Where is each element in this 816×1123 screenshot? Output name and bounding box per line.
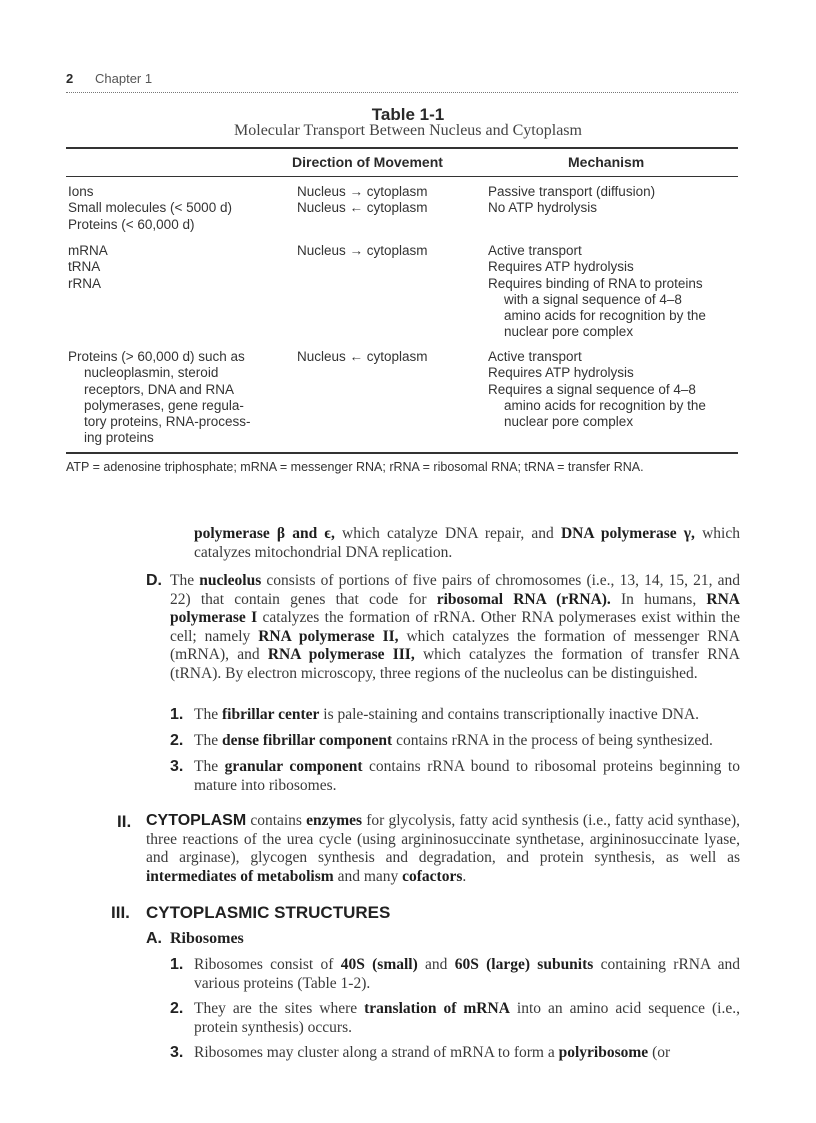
table-cell-line: Ions xyxy=(68,184,94,199)
table-title: Table 1-1 xyxy=(371,105,445,124)
table-cell-line: amino acids for recognition by the xyxy=(504,308,706,324)
table-cell-line: mRNA xyxy=(68,243,108,258)
paragraph-text: Ribosomes may cluster along a strand of mRNA to form a xyxy=(194,1044,559,1061)
table-cell-line: Active transport xyxy=(488,243,582,258)
table-cell-line: Nucleus → cytoplasm xyxy=(297,184,428,199)
cytoplasm-paragraph xyxy=(146,812,740,886)
paragraph-text: The xyxy=(194,758,225,775)
header-divider xyxy=(66,92,738,93)
list-item xyxy=(194,1000,740,1037)
table-cell-line: receptors, DNA and RNA xyxy=(84,381,235,397)
paragraph-text: In humans, xyxy=(610,590,707,608)
table-header-rule xyxy=(66,176,738,177)
bold-term: RNA polymerase I xyxy=(170,590,740,626)
bold-term: RNA polymerase III, xyxy=(267,646,415,663)
table-cell-line: nuclear pore complex xyxy=(504,324,634,340)
table-cell-line: Proteins (> 60,000 d) such as xyxy=(68,349,245,364)
paragraph-text: consists of portions of five pairs of chromosomes (i.e., 13, 14, 15, 21, and 22) that contain genes that code for xyxy=(170,572,740,608)
list-item xyxy=(194,1044,740,1063)
table-cell-line: amino acids for recognition by the xyxy=(504,397,706,413)
section-marker: II. xyxy=(117,812,132,831)
table-cell-line: Requires ATP hydrolysis xyxy=(488,259,634,275)
paragraph-text: for glycolysis, fatty acid synthesis (i.e., fatty acid synthase), three reactions of the urea cycle (using argininosuccinate synthetase, argininosuccinate lyase, and arginase), glycogen synthesis and degradation, and protein synthesis, as well as xyxy=(146,812,741,866)
table-top-rule xyxy=(66,147,738,149)
bold-term: intermediates of metabolism xyxy=(146,867,334,885)
paragraph-text: contains xyxy=(246,812,307,829)
paragraph-text: containing rRNA and various proteins (Table 1-2). xyxy=(194,956,741,992)
table-cell-line: tory proteins, RNA-process- xyxy=(84,414,251,430)
bold-term: granular component xyxy=(224,758,363,775)
paragraph-text: . xyxy=(462,867,467,885)
bold-term: ribosomal RNA (rRNA). xyxy=(436,590,611,608)
section-marker: D. xyxy=(146,572,162,589)
column-header-direction: Direction of Movement xyxy=(292,154,443,170)
bold-term: translation of mRNA xyxy=(364,1000,510,1017)
bold-term: nucleolus xyxy=(199,572,262,589)
list-item xyxy=(194,758,740,795)
subsection-heading: Ribosomes xyxy=(170,930,244,947)
bold-term: 60S (large) subunits xyxy=(454,956,594,973)
table-cell-molecules xyxy=(68,243,108,292)
table-cell-line: Requires binding of RNA to proteins xyxy=(488,275,703,291)
list-item xyxy=(194,732,740,751)
table-footnote: ATP = adenosine triphosphate; mRNA = messenger RNA; rRNA = ribosomal RNA; tRNA = transfer RNA. xyxy=(66,460,644,474)
table-cell-line: Nucleus ← cytoplasm xyxy=(297,200,428,216)
bold-term: polyribosome xyxy=(558,1044,649,1061)
section-marker: III. xyxy=(111,903,130,922)
list-marker: 3. xyxy=(170,758,184,775)
table-cell-line: Requires ATP hydrolysis xyxy=(488,365,634,381)
bold-term: polymerase β and ϵ, xyxy=(194,525,335,542)
paragraph-text: into an amino acid sequence (i.e., protein synthesis) occurs. xyxy=(194,1000,740,1036)
table-cell-line: Nucleus ← cytoplasm xyxy=(297,349,428,364)
column-header-mechanism: Mechanism xyxy=(568,154,645,170)
list-item xyxy=(194,956,740,993)
table-cell-line: rRNA xyxy=(68,275,101,291)
table-cell-line: Nucleus → cytoplasm xyxy=(297,243,428,258)
table-cell-mechanism xyxy=(488,184,655,217)
table-bottom-rule xyxy=(66,452,738,454)
list-marker: 3. xyxy=(170,1044,184,1061)
list-marker: 1. xyxy=(170,706,184,723)
table-cell-line: Active transport xyxy=(488,349,582,364)
bold-term: DNA polymerase γ, xyxy=(560,525,695,542)
table-cell-line: No ATP hydrolysis xyxy=(488,200,598,216)
bold-term: cofactors xyxy=(402,867,463,885)
paragraph-text: and xyxy=(417,956,455,973)
table-cell-line: Small molecules (< 5000 d) xyxy=(68,200,232,216)
list-marker: 1. xyxy=(170,956,184,973)
table-cell-direction xyxy=(297,243,428,259)
table-cell-line: nuclear pore complex xyxy=(504,414,634,430)
table-cell-line: ing proteins xyxy=(84,430,154,446)
table-cell-molecules xyxy=(68,349,251,447)
table-cell-line: with a signal sequence of 4–8 xyxy=(504,291,682,307)
paragraph-text: catalyzes the formation of rRNA. Other RNA polymerases exist within the cell; namely xyxy=(170,609,740,645)
section-heading-inline: CYTOPLASM xyxy=(146,812,247,829)
table-cell-line: Proteins (< 60,000 d) xyxy=(68,216,195,232)
table-cell-line: Requires a signal sequence of 4–8 xyxy=(488,381,696,397)
bold-term: fibrillar center xyxy=(221,706,320,723)
paragraph-text: They are the sites where xyxy=(194,1000,365,1017)
paragraph-text: (or xyxy=(648,1044,671,1061)
paragraph-text: contains rRNA in the process of being synthesized. xyxy=(392,732,713,749)
paragraph-text: The xyxy=(170,572,200,589)
paragraph-text: which catalyzes the formation of messenger RNA (mRNA), and xyxy=(170,627,740,663)
subsection-marker: A. xyxy=(146,930,162,947)
bold-term: enzymes xyxy=(306,812,363,829)
nucleolus-paragraph xyxy=(170,572,740,683)
paragraph-text: Ribosomes consist of xyxy=(194,956,341,973)
table-cell-line: nucleoplasmin, steroid xyxy=(84,365,219,381)
table-cell-line: tRNA xyxy=(68,259,101,275)
table-cell-direction xyxy=(297,184,428,217)
list-marker: 2. xyxy=(170,1000,184,1017)
bold-term: 40S (small) xyxy=(340,956,418,973)
bold-term: RNA polymerase II, xyxy=(258,627,399,645)
paragraph-text: and many xyxy=(333,867,403,885)
paragraph-text: which catalyzes mitochondrial DNA replication. xyxy=(194,525,740,561)
list-item xyxy=(194,706,740,725)
paragraph-text: The xyxy=(194,706,222,723)
table-cell-direction xyxy=(297,349,428,365)
chapter-label: Chapter 1 xyxy=(95,71,153,86)
table-cell-line: Passive transport (diffusion) xyxy=(488,184,656,199)
paragraph-text: contains rRNA bound to ribosomal proteins beginning to mature into ribosomes. xyxy=(194,758,740,794)
bold-term: dense fibrillar component xyxy=(221,732,393,749)
table-cell-mechanism xyxy=(488,349,706,430)
table-caption: Molecular Transport Between Nucleus and Cytoplasm xyxy=(234,122,582,139)
paragraph-text: The xyxy=(194,732,222,749)
table-cell-line: polymerases, gene regula- xyxy=(84,397,244,413)
continuation-paragraph xyxy=(194,525,740,562)
table-cell-mechanism xyxy=(488,243,706,341)
paragraph-text: which catalyzes the formation of transfer RNA (tRNA). By electron microscopy, three regions of the nucleolus can be distinguished. xyxy=(170,646,740,682)
paragraph-text: which catalyze DNA repair, and xyxy=(334,525,561,542)
list-marker: 2. xyxy=(170,732,184,749)
table-cell-molecules xyxy=(68,184,232,233)
page-number: 2 xyxy=(66,71,74,86)
section-heading: CYTOPLASMIC STRUCTURES xyxy=(146,903,391,922)
paragraph-text: is pale-staining and contains transcriptionally inactive DNA. xyxy=(319,706,700,723)
